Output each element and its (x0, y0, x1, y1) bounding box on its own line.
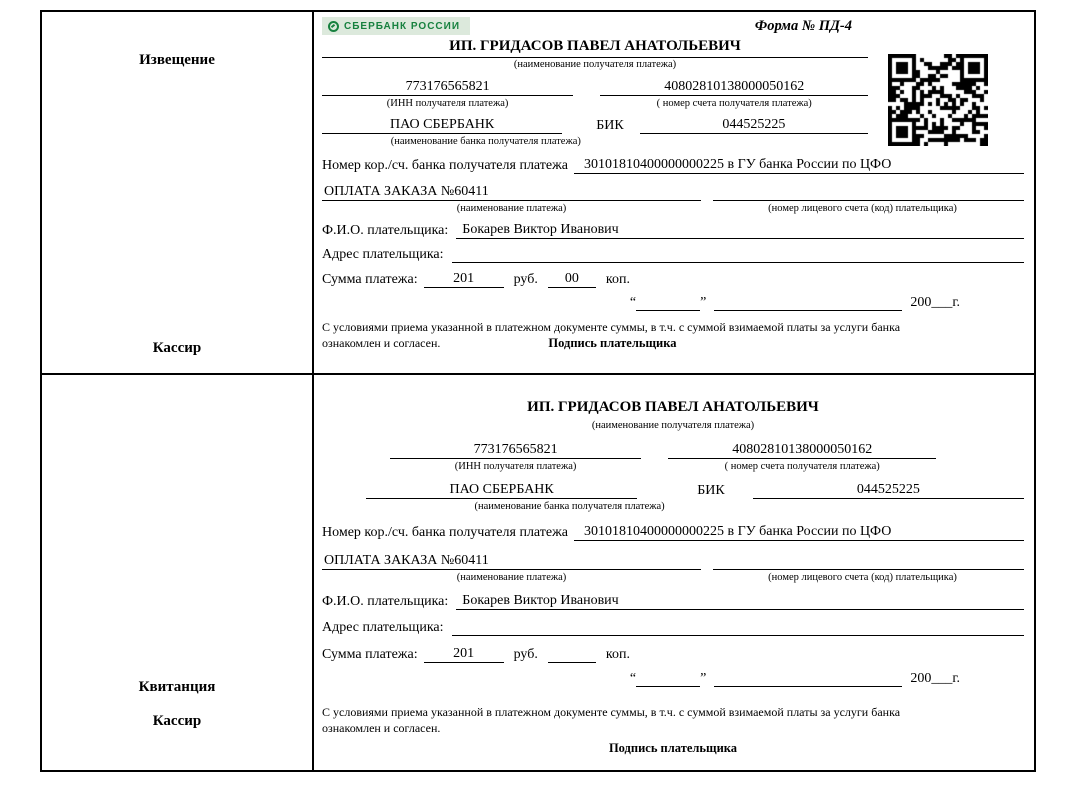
account-caption: ( номер счета получателя платежа) (656, 98, 812, 109)
personal-account-field (713, 569, 1024, 570)
signature-label: Подпись плательщика (608, 741, 738, 755)
bank-name: ПАО СБЕРБАНК (366, 482, 637, 499)
receipt-body (314, 375, 1034, 770)
inn-value: 773176565821 (322, 79, 573, 96)
inn-caption: (ИНН получателя платежа) (454, 461, 577, 472)
account-value: 40802810138000050162 (668, 442, 936, 459)
terms-line1: С условиями приема указанной в платежном документе суммы, в т.ч. с суммой взимаемой платы за услуги банка (322, 320, 901, 334)
bank-caption: (наименование банка получателя платежа) (474, 501, 665, 512)
recipient-name: ИП. ГРИДАСОВ ПАВЕЛ АНАТОЛЬЕВИЧ (527, 399, 819, 415)
payer-label: Ф.И.О. плательщика: (322, 594, 449, 609)
personal-account-caption: (номер лицевого счета (код) плательщика) (768, 203, 957, 214)
corr-account-row (322, 524, 1024, 541)
address-row (322, 247, 1024, 263)
payer-label: Ф.И.О. плательщика: (322, 223, 449, 238)
corr-value: 30101810400000000225 в ГУ банка России по ЦФО (574, 157, 1024, 174)
rub-label: руб. (513, 272, 538, 287)
sum-row (322, 271, 1024, 288)
address-label: Адрес плательщика: (322, 620, 444, 635)
sum-kop-value: 00 (548, 271, 596, 288)
notice-recipient-block (322, 38, 868, 148)
receipt-cashier-label: Кассир (152, 713, 202, 729)
personal-account-field (713, 200, 1024, 201)
sum-label: Сумма платежа: (322, 272, 418, 287)
form-number-label: Форма № ПД-4 (754, 17, 852, 34)
date-month-field (714, 686, 902, 687)
sum-row (322, 646, 1024, 663)
notice-section (42, 12, 1034, 375)
terms-line1: С условиями приема указанной в платежном документе суммы, в т.ч. с суммой взимаемой платы за услуги банка (322, 705, 901, 719)
sum-rub-value: 201 (424, 646, 504, 663)
payment-name-row (322, 184, 1024, 201)
sberbank-icon (328, 21, 339, 32)
payment-captions-row (322, 571, 1024, 584)
date-day-field (636, 686, 700, 687)
bik-value: 044525225 (640, 117, 868, 134)
corr-label: Номер кор./сч. банка получателя платежа (322, 525, 568, 540)
bank-name: ПАО СБЕРБАНК (322, 117, 562, 134)
payment-name: ОПЛАТА ЗАКАЗА №60411 (322, 553, 701, 570)
account-value: 40802810138000050162 (600, 79, 868, 96)
bank-caption: (наименование банка получателя платежа) (390, 136, 581, 147)
year-label: 200___г. (910, 671, 960, 686)
inn-account-captions (322, 97, 868, 110)
payer-value: Бокарев Виктор Иванович (456, 222, 1024, 239)
date-month-field (714, 310, 902, 311)
date-close-quote: ” (700, 295, 707, 310)
qr-code (888, 54, 988, 146)
payer-row (322, 222, 1024, 239)
address-field (452, 635, 1024, 636)
address-row (322, 620, 1024, 636)
payment-name-row (322, 553, 1024, 570)
bik-value: 044525225 (753, 482, 1024, 499)
kop-label: коп. (605, 272, 630, 287)
date-close-quote: ” (700, 671, 707, 686)
inn-account-row (322, 79, 868, 96)
receipt-title: Квитанция (138, 679, 216, 695)
address-field (452, 262, 1024, 263)
date-day-field (636, 310, 700, 311)
inn-account-row (390, 442, 936, 459)
receipt-left-cell (42, 375, 314, 770)
notice-cashier-label: Кассир (152, 340, 202, 356)
date-row (322, 671, 960, 687)
date-open-quote: “ (629, 671, 637, 686)
bank-row (366, 482, 1024, 499)
bank-row (322, 117, 868, 134)
signature-label: Подпись плательщика (548, 336, 677, 350)
sum-rub-value: 201 (424, 271, 504, 288)
receipt-section (42, 375, 1034, 770)
date-row (322, 295, 960, 311)
kop-label: коп. (605, 647, 630, 662)
payment-form-pd4 (40, 10, 1036, 772)
recipient-name: ИП. ГРИДАСОВ ПАВЕЛ АНАТОЛЬЕВИЧ (322, 38, 868, 58)
corr-account-row (322, 157, 1024, 174)
payment-caption: (наименование платежа) (456, 572, 567, 583)
payer-row (322, 593, 1024, 610)
inn-value: 773176565821 (390, 442, 641, 459)
notice-left-cell (42, 12, 314, 373)
sberbank-logo-text: СБЕРБАНК РОССИИ (344, 20, 461, 32)
sum-kop-value (548, 662, 596, 663)
recipient-caption: (наименование получателя платежа) (513, 59, 677, 70)
address-label: Адрес плательщика: (322, 247, 444, 262)
inn-account-captions (390, 460, 936, 473)
recipient-caption: (наименование получателя платежа) (591, 420, 755, 431)
payment-caption: (наименование платежа) (456, 203, 567, 214)
bik-label: БИК (697, 483, 725, 498)
notice-title: Извещение (139, 52, 215, 68)
notice-header-row (322, 16, 1024, 36)
personal-account-caption: (номер лицевого счета (код) плательщика) (768, 572, 957, 583)
bik-label: БИК (596, 118, 624, 133)
corr-label: Номер кор./сч. банка получателя платежа (322, 158, 568, 173)
payer-value: Бокарев Виктор Иванович (456, 593, 1024, 610)
payment-name: ОПЛАТА ЗАКАЗА №60411 (322, 184, 701, 201)
account-caption: ( номер счета получателя платежа) (724, 461, 880, 472)
terms-line2: ознакомлен и согласен. (322, 721, 441, 735)
rub-label: руб. (513, 647, 538, 662)
sberbank-logo (322, 17, 470, 35)
terms-signature-row (322, 335, 1024, 351)
sum-label: Сумма платежа: (322, 647, 418, 662)
payment-captions-row (322, 202, 1024, 215)
notice-body (314, 12, 1034, 373)
year-label: 200___г. (910, 295, 960, 310)
date-open-quote: “ (629, 295, 637, 310)
inn-caption: (ИНН получателя платежа) (386, 98, 509, 109)
terms-line2: ознакомлен и согласен. (322, 336, 441, 350)
corr-value: 30101810400000000225 в ГУ банка России по ЦФО (574, 524, 1024, 541)
